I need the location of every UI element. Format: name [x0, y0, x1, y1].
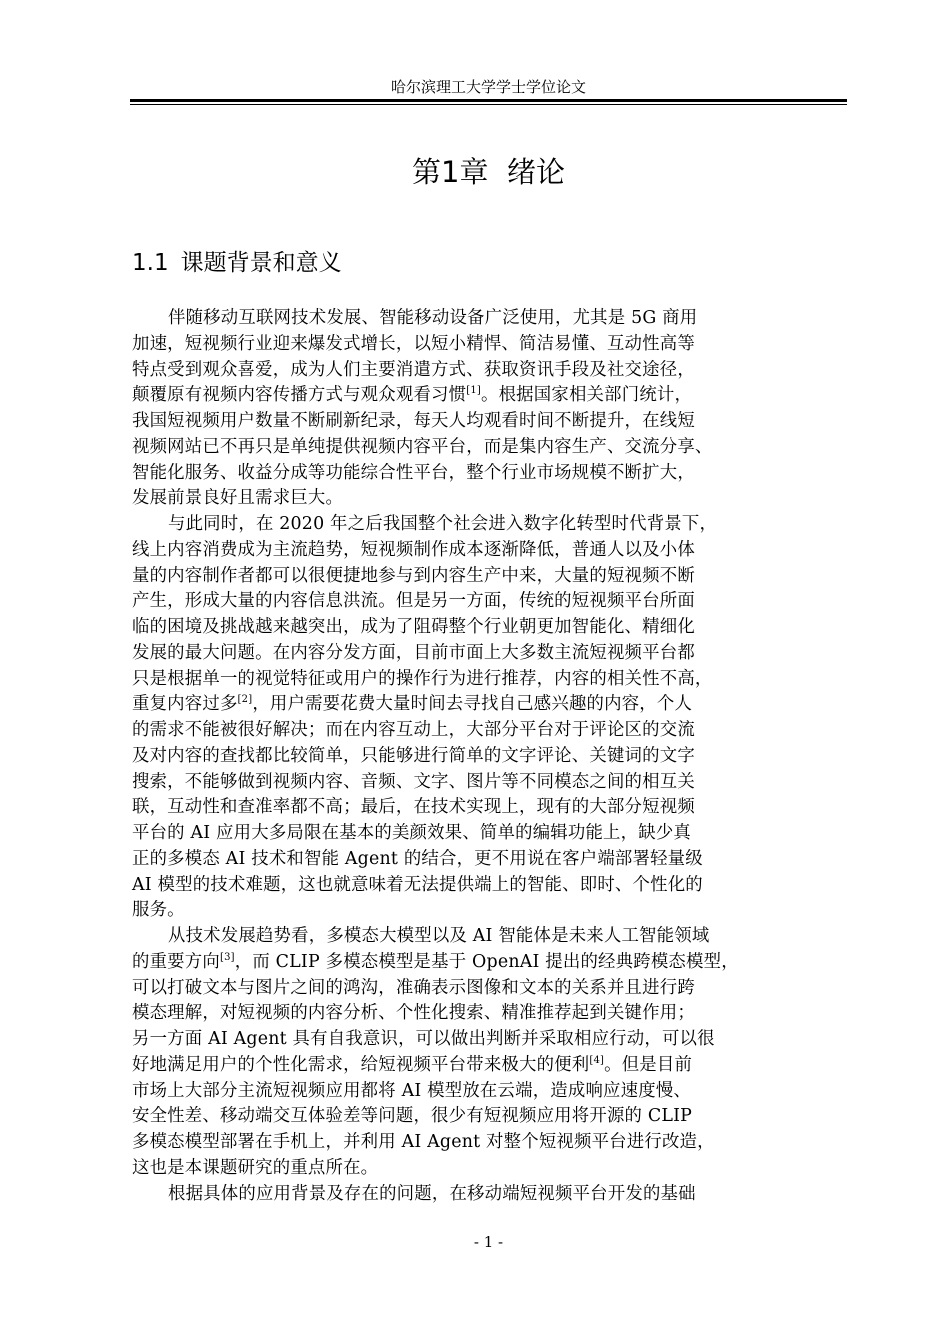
- text-segment: 临的困境及挑战越来越突出，成为了阻碍整个行业朝更加智能化、精细化: [132, 617, 695, 637]
- paragraph: [132, 1182, 847, 1208]
- text-line: [132, 512, 847, 538]
- text-segment: 正的多模态 AI 技术和智能 Agent 的结合，更不用说在客户端部署轻量级: [132, 848, 703, 869]
- text-line: [132, 718, 847, 744]
- text-segment: 我国短视频用户数量不断刷新纪录，每天人均观看时间不断提升，在线短: [132, 411, 695, 431]
- text-segment: 市场上大部分主流短视频应用都将 AI 模型放在云端，造成响应速度慢、: [132, 1080, 692, 1101]
- text-segment: 这也是本课题研究的重点所在。: [132, 1157, 379, 1178]
- text-line: [132, 898, 847, 924]
- text-segment: 线上内容消费成为主流趋势，短视频制作成本逐渐降低，普通人以及小体: [132, 539, 695, 560]
- text-segment: AI 模型的技术难题，这也就意味着无法提供端上的智能、即时、个性化的: [132, 874, 703, 895]
- text-segment: 从技术发展趋势看，多模态大模型以及 AI 智能体是未来人工智能领域: [168, 926, 710, 946]
- text-line: [132, 924, 847, 950]
- text-segment: 与此同时，在 2020 年之后我国整个社会进入数字化转型时代背景下，: [168, 514, 718, 534]
- text-line: [132, 383, 847, 409]
- text-segment: 特点受到观众喜爱，成为人们主要消遣方式、获取资讯手段及社交途径，: [132, 359, 695, 380]
- text-line: [132, 1130, 847, 1156]
- text-segment: 加速，短视频行业迎来爆发式增长，以短小精悍、简洁易懂、互动性高等: [132, 333, 695, 354]
- text-segment: 安全性差、移动端交互体验差等问题，很少有短视频应用将开源的 CLIP: [132, 1106, 693, 1127]
- text-line: [132, 976, 847, 1002]
- text-segment: 产生，形成大量的内容信息洪流。但是另一方面，传统的短视频平台所面: [132, 591, 695, 612]
- text-segment: ，用户需要花费大量时间去寻找自己感兴趣的内容，个人: [252, 694, 693, 715]
- text-segment: 智能化服务、收益分成等功能综合性平台，整个行业市场规模不断扩大，: [132, 462, 695, 483]
- header-rule-thick: [130, 99, 847, 102]
- text-line: [132, 795, 847, 821]
- text-line: [132, 435, 847, 461]
- text-line: [132, 641, 847, 667]
- text-segment: 联，互动性和查准率都不高；最后，在技术实现上，现有的大部分短视频: [132, 797, 695, 818]
- text-line: [132, 306, 847, 332]
- text-segment: 的重要方向: [132, 951, 220, 972]
- text-segment: 伴随移动互联网技术发展、智能移动设备广泛使用，尤其是 5G 商用: [168, 308, 698, 328]
- text-line: [132, 770, 847, 796]
- paragraph: [132, 924, 847, 1182]
- text-segment: 量的内容制作者都可以很便捷地参与到内容生产中来，大量的短视频不断: [132, 565, 695, 586]
- text-line: [132, 486, 847, 512]
- text-segment: 多模态模型部署在手机上，并利用 AI Agent 对整个短视频平台进行改造，: [132, 1132, 715, 1152]
- citation-marker: [4]: [589, 1054, 605, 1066]
- text-segment: 重复内容过多: [132, 694, 238, 715]
- text-line: [132, 1053, 847, 1079]
- text-line: [132, 1079, 847, 1105]
- text-line: [132, 1182, 847, 1208]
- section-name: 课题背景和意义: [180, 250, 342, 276]
- chapter-name: 绪论: [506, 155, 565, 189]
- header-rule-thin: [130, 104, 847, 105]
- text-segment: 发展前景良好且需求巨大。: [132, 488, 344, 509]
- text-segment: 只是根据单一的视觉特征或用户的操作行为进行推荐，内容的相关性不高，: [132, 668, 713, 689]
- text-line: [132, 950, 847, 976]
- text-segment: 平台的 AI 应用大多局限在基本的美颜效果、简单的编辑功能上，缺少真: [132, 823, 692, 843]
- text-segment: 搜索，不能够做到视频内容、音频、文字、图片等不同模态之间的相互关: [132, 771, 695, 792]
- citation-marker: [2]: [237, 694, 253, 706]
- paragraph: [132, 512, 847, 924]
- text-segment: 模态理解，对短视频的内容分析、个性化搜索、精准推荐起到关键作用；: [132, 1003, 695, 1024]
- text-segment: 。但是目前: [604, 1054, 693, 1075]
- citation-marker: [1]: [466, 385, 481, 397]
- text-segment: ，而 CLIP 多模态模型是基于 OpenAI 提出的经典跨模态模型，: [234, 951, 739, 972]
- text-line: [132, 744, 847, 770]
- text-segment: 及对内容的查找都比较简单，只能够进行简单的文字评论、关键词的文字: [132, 745, 695, 766]
- text-segment: 。根据国家相关部门统计，: [481, 385, 693, 406]
- text-line: [132, 538, 847, 564]
- text-segment: 颠覆原有视频内容传播方式与观众观看习惯: [132, 385, 467, 406]
- text-segment: 视频网站已不再只是单纯提供视频内容平台，而是集内容生产、交流分享、: [132, 436, 713, 457]
- text-line: [132, 1104, 847, 1130]
- text-line: [132, 564, 847, 590]
- body-text: [132, 306, 847, 1207]
- text-segment: 好地满足用户的个性化需求，给短视频平台带来极大的便利: [132, 1054, 590, 1075]
- text-line: [132, 692, 847, 718]
- text-line: [132, 332, 847, 358]
- paragraph: [132, 306, 847, 512]
- text-line: [132, 1001, 847, 1027]
- text-line: [132, 873, 847, 899]
- text-segment: 另一方面 AI Agent 具有自我意识，可以做出判断并采取相应行动，可以很: [132, 1029, 715, 1049]
- text-segment: 发展的最大问题。在内容分发方面，目前市面上大多数主流短视频平台都: [132, 642, 695, 663]
- text-line: [132, 615, 847, 641]
- text-line: [132, 358, 847, 384]
- section-number: 1.1: [132, 250, 169, 276]
- running-header: 哈尔滨理工大学学士学位论文: [390, 78, 586, 96]
- text-segment: 服务。: [132, 900, 185, 921]
- text-line: [132, 589, 847, 615]
- text-line: [132, 1027, 847, 1053]
- citation-marker: [3]: [219, 951, 235, 963]
- text-segment: 可以打破文本与图片之间的鸿沟，准确表示图像和文本的关系并且进行跨: [132, 977, 695, 998]
- text-line: [132, 409, 847, 435]
- page-number: - 1 -: [473, 1233, 504, 1251]
- text-line: [132, 461, 847, 487]
- text-line: [132, 1156, 847, 1182]
- chapter-title: [130, 152, 847, 192]
- text-segment: 的需求不能被很好解决；而在内容互动上，大部分平台对于评论区的交流: [132, 720, 695, 740]
- text-line: [132, 667, 847, 693]
- section-heading: [132, 246, 342, 280]
- text-segment: 根据具体的应用背景及存在的问题，在移动端短视频平台开发的基础: [168, 1183, 696, 1204]
- text-line: [132, 847, 847, 873]
- text-line: [132, 821, 847, 847]
- chapter-number: 第1章: [412, 155, 489, 189]
